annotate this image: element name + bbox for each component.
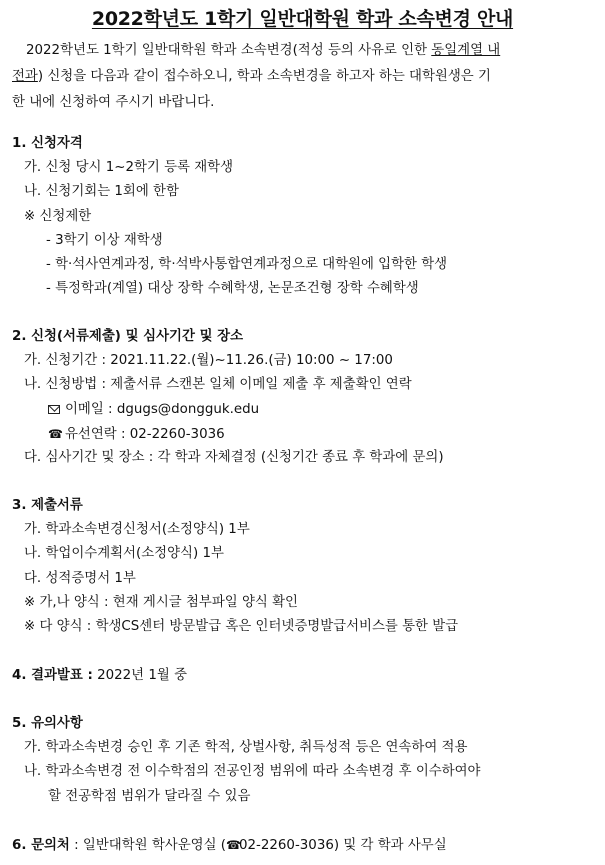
contact-email	[12, 398, 602, 422]
list-item: 다. 심사기간 및 장소 : 각 학과 자체결정 (신청기간 종료 후 학과에 문의)	[24, 449, 444, 465]
intro-paragraph	[12, 38, 596, 116]
list-item-continuation: 할 전공학점 범위가 달라질 수 있음	[48, 788, 251, 804]
page-title: 2022학년도 1학기 일반대학원 학과 소속변경 안내	[91, 8, 514, 30]
phone-text: 유선연락 : 02-2260-3036	[65, 426, 225, 442]
note-item: ※ 신청제한	[24, 208, 92, 224]
list-item: 나. 신청기회는 1회에 한함	[24, 184, 179, 200]
section-notes	[12, 712, 602, 809]
list-item: 나. 학과소속변경 전 이수학점의 전공인정 범위에 따라 소속변경 후 이수하여야	[24, 764, 481, 780]
result-date: 2022년 1월 중	[92, 668, 188, 683]
list-item: 가. 신청기간 : 2021.11.22.(월)~11.26.(금) 10:00 ~ 17:00	[24, 353, 393, 369]
section-heading: 1. 신청자격	[12, 136, 83, 151]
section-heading: 2. 신청(서류제출) 및 심사기간 및 장소	[12, 329, 244, 344]
section-heading: 3. 제출서류	[12, 498, 83, 513]
section-eligibility	[12, 132, 602, 301]
list-subitem: - 학·석사연계과정, 학·석박사통합연계과정으로 대학원에 입학한 학생	[46, 256, 448, 272]
list-item: 가. 신청 당시 1~2학기 등록 재학생	[24, 160, 234, 176]
contact-phone-number: 02-2260-3036	[239, 838, 334, 853]
note-item: ※ 다 양식 : 학생CS센터 방문발급 혹은 인터넷증명발급서비스를 통한 발급	[24, 618, 459, 634]
telephone-icon: ☎	[48, 426, 63, 441]
list-item: 나. 학업이수계획서(소정양식) 1부	[24, 546, 224, 562]
section-heading: 5. 유의사항	[12, 716, 83, 731]
list-item: 가. 학과소속변경신청서(소정양식) 1부	[24, 522, 250, 538]
section-contact	[12, 833, 602, 857]
intro-line3: 한 내에 신청하여 주시기 바랍니다.	[12, 95, 215, 110]
contact-text: : 일반대학원 학사운영실 (	[69, 838, 226, 853]
telephone-icon: ☎	[226, 838, 241, 852]
section-heading: 6. 문의처	[12, 838, 70, 853]
note-item: ※ 가,나 양식 : 현재 게시글 첨부파일 양식 확인	[24, 594, 298, 610]
intro-line2: ) 신청을 다음과 같이 접수하오니, 학과 소속변경을 하고자 하는 대학원생은 기	[37, 69, 491, 84]
contact-text-end: ) 및 각 학과 사무실	[333, 838, 447, 853]
intro-line1: 2022학년도 1학기 일반대학원 학과 소속변경(적성 등의 사유로 인한	[26, 43, 432, 58]
intro-underline-2: 전과	[12, 69, 38, 84]
section-application-period	[12, 325, 602, 470]
contact-phone	[12, 422, 602, 446]
envelope-icon	[48, 405, 60, 414]
list-item: 다. 성적증명서 1부	[24, 570, 136, 586]
list-item: 가. 학과소속변경 승인 후 기존 학적, 상벌사항, 취득성적 등은 연속하여 적용	[24, 740, 468, 756]
section-result	[12, 664, 602, 688]
email-text: 이메일 : dgugs@dongguk.edu	[65, 401, 260, 417]
list-subitem: - 3학기 이상 재학생	[46, 232, 163, 248]
intro-underline-1: 동일계열 내	[431, 43, 501, 58]
section-heading: 4. 결과발표 :	[12, 668, 93, 683]
list-item: 나. 신청방법 : 제출서류 스캔본 일체 이메일 제출 후 제출확인 연락	[24, 377, 412, 393]
section-documents	[12, 494, 602, 639]
list-subitem: - 특정학과(계열) 대상 장학 수혜학생, 논문조건형 장학 수혜학생	[46, 281, 419, 297]
